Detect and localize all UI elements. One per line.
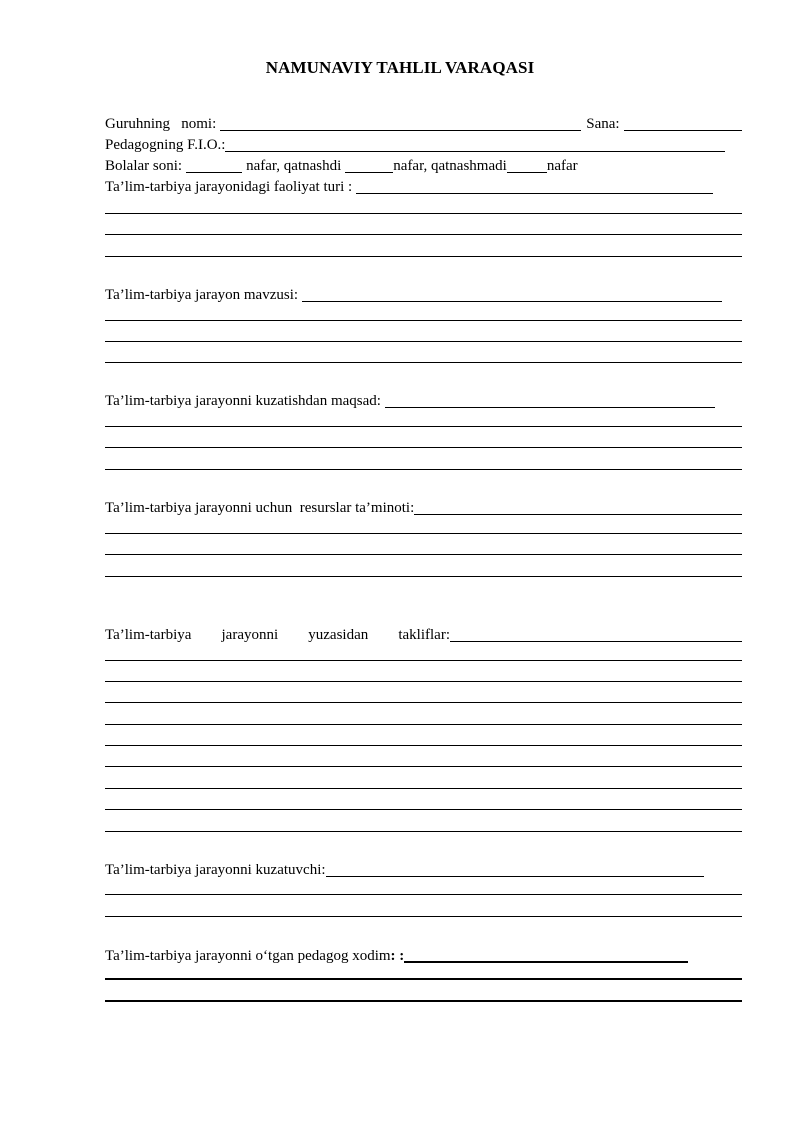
staff-colon: : : <box>390 948 405 964</box>
attended-field[interactable] <box>345 158 393 173</box>
staff-label: Ta’lim-tarbiya jarayonni o‘tgan pedagog xodim <box>105 948 391 964</box>
observer-line-1[interactable] <box>105 894 742 895</box>
staff-line-2[interactable] <box>105 1000 742 1002</box>
topic-row <box>105 283 742 303</box>
suggestions-word-1: Ta’lim-tarbiya <box>105 627 192 643</box>
activity-line-2[interactable] <box>105 234 742 235</box>
suggestions-line-6[interactable] <box>105 766 742 767</box>
topic-field[interactable] <box>302 287 722 302</box>
suggestions-word-2: jarayonni <box>221 627 279 643</box>
attended-label: nafar, qatnashdi <box>246 158 342 174</box>
resources-row <box>105 496 742 516</box>
observer-line-2[interactable] <box>105 916 742 917</box>
suggestions-line-3[interactable] <box>105 702 742 703</box>
purpose-line-2[interactable] <box>105 447 742 448</box>
observer-label: Ta’lim-tarbiya jarayonni kuzatuvchi: <box>105 862 326 878</box>
resources-label: Ta’lim-tarbiya jarayonni uchun resurslar ta’minoti: <box>105 500 415 516</box>
resources-line-2[interactable] <box>105 554 742 555</box>
date-field[interactable] <box>624 116 742 131</box>
suggestions-word-3: yuzasidan <box>308 627 369 643</box>
resources-line-1[interactable] <box>105 533 742 534</box>
suggestions-line-4[interactable] <box>105 724 742 725</box>
staff-field[interactable] <box>404 947 688 963</box>
activity-line-3[interactable] <box>105 256 742 257</box>
group-row <box>105 112 742 132</box>
suggestions-line-9[interactable] <box>105 831 742 832</box>
resources-field[interactable] <box>414 500 742 515</box>
suggestions-line-2[interactable] <box>105 681 742 682</box>
page-title: NAMUNAVIY TAHLIL VARAQASI <box>265 58 535 77</box>
nafar-label: nafar <box>546 158 578 174</box>
suggestions-line-1[interactable] <box>105 660 742 661</box>
activity-type-label: Ta’lim-tarbiya jarayonidagi faoliyat turi : <box>105 179 353 195</box>
topic-line-3[interactable] <box>105 362 742 363</box>
purpose-field[interactable] <box>385 393 715 408</box>
children-row <box>105 154 742 174</box>
purpose-line-1[interactable] <box>105 426 742 427</box>
suggestions-word-4: takliflar: <box>398 627 450 643</box>
staff-row <box>105 944 742 964</box>
topic-label: Ta’lim-tarbiya jarayon mavzusi: <box>105 287 299 303</box>
suggestions-line-7[interactable] <box>105 788 742 789</box>
suggestions-line-5[interactable] <box>105 745 742 746</box>
activity-type-field[interactable] <box>356 179 713 194</box>
absent-label: nafar, qatnashmadi <box>393 158 507 174</box>
staff-line-1[interactable] <box>105 978 742 980</box>
topic-line-1[interactable] <box>105 320 742 321</box>
purpose-label: Ta’lim-tarbiya jarayonni kuzatishdan maqsad: <box>105 393 381 409</box>
group-name-field[interactable] <box>220 116 581 131</box>
observer-field[interactable] <box>326 862 704 877</box>
absent-field[interactable] <box>507 158 547 173</box>
purpose-line-3[interactable] <box>105 469 742 470</box>
activity-line-1[interactable] <box>105 213 742 214</box>
suggestions-line-8[interactable] <box>105 809 742 810</box>
suggestions-label <box>105 627 450 643</box>
children-label: Bolalar soni: <box>105 158 183 174</box>
suggestions-row <box>105 623 742 643</box>
teacher-label: Pedagogning F.I.O.: <box>105 137 226 153</box>
teacher-name-field[interactable] <box>225 137 725 152</box>
children-total-field[interactable] <box>186 158 242 173</box>
observer-row <box>105 858 742 878</box>
resources-line-3[interactable] <box>105 576 742 577</box>
suggestions-field[interactable] <box>450 627 742 642</box>
group-label: Guruhning nomi: <box>105 116 217 132</box>
topic-line-2[interactable] <box>105 341 742 342</box>
activity-type-row <box>105 175 742 195</box>
purpose-row <box>105 389 742 409</box>
teacher-row <box>105 133 742 153</box>
date-label: Sana: <box>586 116 620 132</box>
